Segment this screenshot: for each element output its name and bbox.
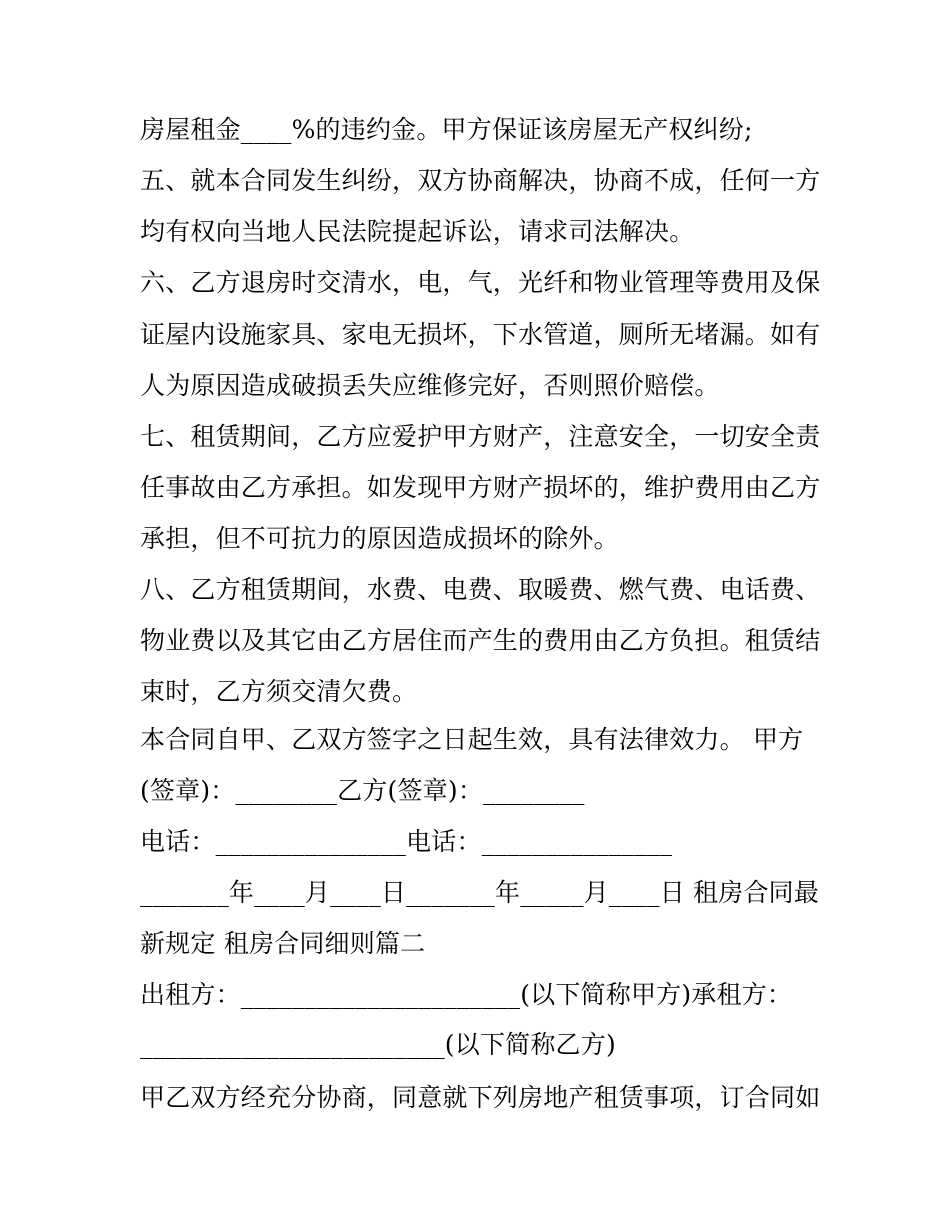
- text-line-16: _______年____月____日_______年_____月____日 租房合同最: [140, 878, 820, 907]
- text-line-8: 任事故由乙方承担。如发现甲方财产损坏的，维护费用由乙方: [140, 473, 821, 502]
- text-line-4: 六、乙方退房时交清水，电，气，光纤和物业管理等费用及保: [140, 268, 821, 297]
- text-line-15: 电话：_______________电话：_______________: [140, 827, 673, 856]
- text-line-5: 证屋内设施家具、家电无损坏，下水管道，厕所无堵漏。如有: [140, 320, 821, 349]
- text-line-14: (签章)：________乙方(签章)：________: [140, 776, 585, 805]
- text-line-13: 本合同自甲、乙双方签字之日起生效，具有法律效力。 甲方: [140, 725, 804, 754]
- text-line-17: 新规定 租房合同细则篇二: [140, 929, 426, 958]
- text-line-11: 物业费以及其它由乙方居住而产生的费用由乙方负担。租赁结: [140, 626, 821, 655]
- text-line-20: 甲乙双方经充分协商，同意就下列房地产租赁事项，订合同如: [140, 1083, 821, 1112]
- text-line-12: 束时，乙方须交清欠费。: [140, 677, 418, 706]
- text-line-19: ________________________(以下简称乙方): [140, 1030, 616, 1059]
- text-line-7: 七、租赁期间，乙方应爱护甲方财产，注意安全，一切安全责: [140, 422, 821, 451]
- text-line-3: 均有权向当地人民法院提起诉讼，请求司法解决。: [140, 217, 695, 246]
- text-line-9: 承担，但不可抗力的原因造成损坏的除外。: [140, 524, 619, 553]
- text-line-6: 人为原因造成破损丢失应维修完好，否则照价赔偿。: [140, 371, 720, 400]
- text-line-10: 八、乙方租赁期间，水费、电费、取暖费、燃气费、电话费、: [140, 575, 821, 604]
- text-line-18: 出租方：______________________(以下简称甲方)承租方：: [140, 980, 793, 1009]
- text-line-1: 房屋租金____%的违约金。甲方保证该房屋无产权纠纷;: [140, 115, 753, 144]
- text-line-2: 五、就本合同发生纠纷，双方协商解决，协商不成，任何一方: [140, 166, 821, 195]
